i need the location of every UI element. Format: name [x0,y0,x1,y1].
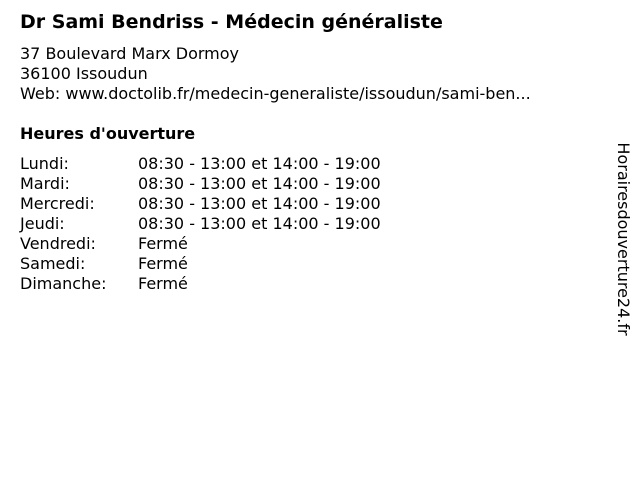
hours-day: Lundi: [20,154,69,173]
hours-time: Fermé [138,254,188,273]
hours-day: Mercredi: [20,194,95,213]
opening-hours-heading: Heures d'ouverture [20,124,196,143]
hours-time: 08:30 - 13:00 et 14:00 - 19:00 [138,194,381,213]
hours-day: Dimanche: [20,274,107,293]
hours-day: Vendredi: [20,234,96,253]
hours-day: Mardi: [20,174,70,193]
hours-time: 08:30 - 13:00 et 14:00 - 19:00 [138,154,381,173]
hours-time: 08:30 - 13:00 et 14:00 - 19:00 [138,174,381,193]
address-web: Web: www.doctolib.fr/medecin-generaliste/issoudun/sami-ben... [20,84,531,103]
site-watermark: Horairesdouverture24.fr [614,142,633,336]
address-city: 36100 Issoudun [20,64,148,83]
address-block [20,44,531,104]
page-title: Dr Sami Bendriss - Médecin généraliste [20,11,443,33]
hours-day: Samedi: [20,254,86,273]
hours-time: Fermé [138,234,188,253]
hours-day: Jeudi: [20,214,65,233]
hours-time: Fermé [138,274,188,293]
hours-time: 08:30 - 13:00 et 14:00 - 19:00 [138,214,381,233]
address-street: 37 Boulevard Marx Dormoy [20,44,240,63]
